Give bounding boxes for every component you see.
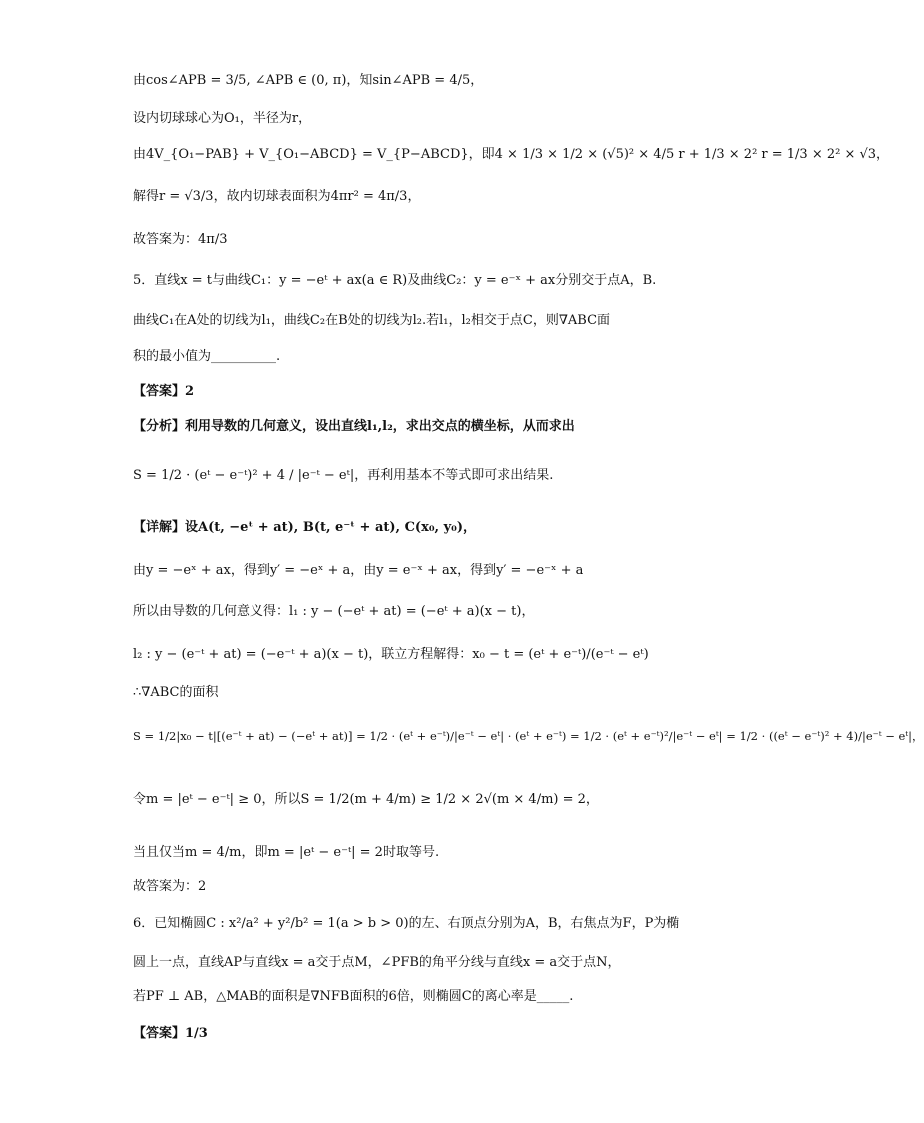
text-line: 由cos∠APB = 3/5, ∠APB ∈ (0, π)，知sin∠APB = 4/5，: [133, 73, 484, 88]
text-line: 由4V_{O₁−PAB} + V_{O₁−ABCD} = V_{P−ABCD}，即4 × 1/3 × 1/2 × (√5)² × 4/5 r + 1/3 × 2² r = 1/3 × 2² × √3，: [133, 147, 890, 162]
text-line: ∴∇ABC的面积: [133, 685, 219, 700]
text-line: l₂ : y − (e⁻ᵗ + at) = (−e⁻ᵗ + a)(x − t)，联立方程解得：x₀ − t = (eᵗ + e⁻ᵗ)/(e⁻ᵗ − eᵗ): [133, 647, 649, 662]
text-line: 由y = −eˣ + ax，得到y′ = −eˣ + a，由y = e⁻ˣ + ax，得到y′ = −e⁻ˣ + a: [133, 563, 584, 578]
analysis-label: 【分析】利用导数的几何意义，设出直线l₁,l₂，求出交点的横坐标，从而求出: [133, 419, 575, 434]
formula-line: S = 1/2|x₀ − t|[(e⁻ᵗ + at) − (−eᵗ + at)] = 1/2 · (eᵗ + e⁻ᵗ)/|e⁻ᵗ − eᵗ| · (eᵗ + e⁻ᵗ) = 1/2 · (eᵗ + e⁻ᵗ)²/|e⁻ᵗ − eᵗ| = 1/2 · ((eᵗ − e⁻ᵗ)² + 4)/|e⁻ᵗ − eᵗ|，: [133, 729, 924, 743]
text-line: 曲线C₁在A处的切线为l₁，曲线C₂在B处的切线为l₂.若l₁，l₂相交于点C，则∇ABC面: [133, 313, 611, 328]
text-line: 积的最小值为__________.: [133, 349, 281, 364]
text-line: 圆上一点，直线AP与直线x = a交于点M，∠PFB的角平分线与直线x = a交于点N，: [133, 955, 621, 970]
answer-label: 【答案】1/3: [133, 1026, 208, 1041]
text-line: 所以由导数的几何意义得：l₁ : y − (−eᵗ + at) = (−eᵗ + a)(x − t)，: [133, 604, 535, 619]
question-6: 6．已知椭圆C : x²/a² + y²/b² = 1(a > b > 0)的左、右顶点分别为A，B，右焦点为F，P为椭: [133, 916, 680, 931]
answer-label: 【答案】2: [133, 384, 195, 399]
text-line: 若PF ⊥ AB，△MAB的面积是∇NFB面积的6倍，则椭圆C的离心率是_____.: [133, 989, 574, 1004]
detail-label: 【详解】设A(t, −eᵗ + at), B(t, e⁻ᵗ + at), C(x₀, y₀)，: [133, 520, 476, 535]
text-line: 当且仅当m = 4/m，即m = |eᵗ − e⁻ᵗ| = 2时取等号.: [133, 845, 440, 860]
text-line: 故答案为：4π/3: [133, 232, 228, 247]
text-line: 故答案为：2: [133, 879, 207, 894]
question-5: 5．直线x = t与曲线C₁：y = −eᵗ + ax(a ∈ R)及曲线C₂：y = e⁻ˣ + ax分别交于点A，B.: [133, 273, 657, 288]
text-line: 设内切球球心为O₁，半径为r，: [133, 111, 312, 126]
formula-line: S = 1/2 · (eᵗ − e⁻ᵗ)² + 4 / |e⁻ᵗ − eᵗ|，再利用基本不等式即可求出结果.: [133, 468, 554, 483]
text-line: 解得r = √3/3，故内切球表面积为4πr² = 4π/3，: [133, 189, 421, 204]
text-line: 令m = |eᵗ − e⁻ᵗ| ≥ 0，所以S = 1/2(m + 4/m) ≥ 1/2 × 2√(m × 4/m) = 2，: [133, 792, 599, 807]
